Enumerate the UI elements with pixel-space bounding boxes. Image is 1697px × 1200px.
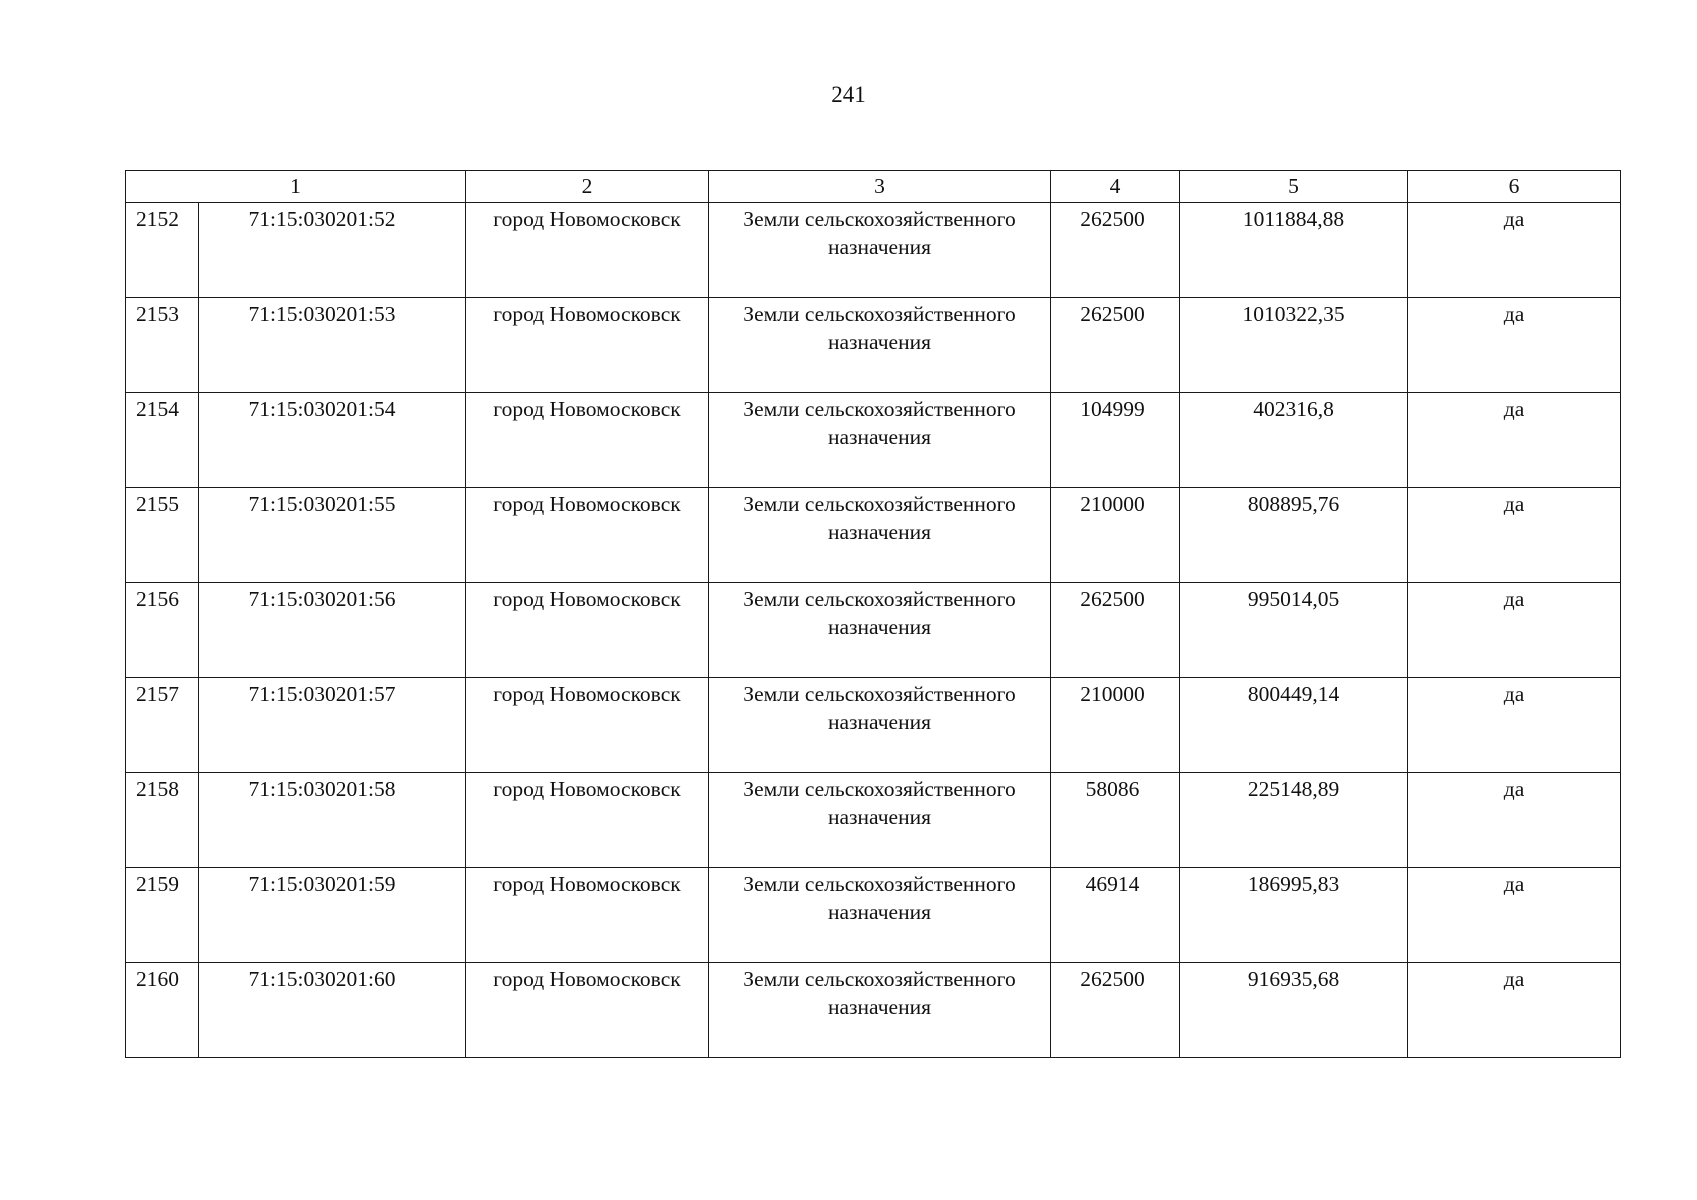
cadastral-number-cell: 71:15:030201:60 <box>199 963 466 1058</box>
table-row <box>126 393 1621 488</box>
table-row <box>126 583 1621 678</box>
header-cell: 2 <box>466 171 709 203</box>
cadastral-number-cell: 71:15:030201:57 <box>199 678 466 773</box>
flag-cell: да <box>1408 488 1621 583</box>
header-cell: 1 <box>126 171 466 203</box>
table-row <box>126 963 1621 1058</box>
row-number-cell: 2152 <box>126 203 199 298</box>
table-row <box>126 678 1621 773</box>
cadastral-number-cell: 71:15:030201:58 <box>199 773 466 868</box>
cadastral-number-cell: 71:15:030201:55 <box>199 488 466 583</box>
location-cell: город Новомосковск <box>466 868 709 963</box>
flag-cell: да <box>1408 393 1621 488</box>
cadastral-number-cell: 71:15:030201:56 <box>199 583 466 678</box>
row-number-cell: 2160 <box>126 963 199 1058</box>
land-category-cell: Земли сельскохозяйственного назначения <box>709 678 1051 773</box>
land-category-cell: Земли сельскохозяйственного назначения <box>709 963 1051 1058</box>
flag-cell: да <box>1408 773 1621 868</box>
header-cell: 4 <box>1051 171 1180 203</box>
cadastral-number-cell: 71:15:030201:52 <box>199 203 466 298</box>
location-cell: город Новомосковск <box>466 203 709 298</box>
land-category-cell: Земли сельскохозяйственного назначения <box>709 298 1051 393</box>
area-cell: 262500 <box>1051 298 1180 393</box>
flag-cell: да <box>1408 298 1621 393</box>
area-cell: 262500 <box>1051 203 1180 298</box>
cadastral-number-cell: 71:15:030201:59 <box>199 868 466 963</box>
cadastral-value-cell: 225148,89 <box>1180 773 1408 868</box>
flag-cell: да <box>1408 583 1621 678</box>
table-row <box>126 298 1621 393</box>
row-number-cell: 2157 <box>126 678 199 773</box>
cadastral-value-cell: 186995,83 <box>1180 868 1408 963</box>
flag-cell: да <box>1408 868 1621 963</box>
land-category-cell: Земли сельскохозяйственного назначения <box>709 773 1051 868</box>
land-plots-table <box>125 170 1621 1058</box>
row-number-cell: 2156 <box>126 583 199 678</box>
header-cell: 6 <box>1408 171 1621 203</box>
cadastral-value-cell: 916935,68 <box>1180 963 1408 1058</box>
header-cell: 5 <box>1180 171 1408 203</box>
location-cell: город Новомосковск <box>466 773 709 868</box>
header-cell: 3 <box>709 171 1051 203</box>
area-cell: 210000 <box>1051 488 1180 583</box>
land-category-cell: Земли сельскохозяйственного назначения <box>709 393 1051 488</box>
land-category-cell: Земли сельскохозяйственного назначения <box>709 868 1051 963</box>
cadastral-value-cell: 808895,76 <box>1180 488 1408 583</box>
location-cell: город Новомосковск <box>466 298 709 393</box>
header-row <box>126 171 1621 203</box>
cadastral-number-cell: 71:15:030201:53 <box>199 298 466 393</box>
land-category-cell: Земли сельскохозяйственного назначения <box>709 203 1051 298</box>
flag-cell: да <box>1408 678 1621 773</box>
row-number-cell: 2155 <box>126 488 199 583</box>
area-cell: 210000 <box>1051 678 1180 773</box>
cadastral-value-cell: 1011884,88 <box>1180 203 1408 298</box>
table-row <box>126 868 1621 963</box>
cadastral-value-cell: 995014,05 <box>1180 583 1408 678</box>
row-number-cell: 2158 <box>126 773 199 868</box>
location-cell: город Новомосковск <box>466 488 709 583</box>
area-cell: 46914 <box>1051 868 1180 963</box>
table-row <box>126 203 1621 298</box>
location-cell: город Новомосковск <box>466 678 709 773</box>
area-cell: 262500 <box>1051 963 1180 1058</box>
land-category-cell: Земли сельскохозяйственного назначения <box>709 583 1051 678</box>
location-cell: город Новомосковск <box>466 963 709 1058</box>
area-cell: 58086 <box>1051 773 1180 868</box>
cadastral-value-cell: 800449,14 <box>1180 678 1408 773</box>
row-number-cell: 2154 <box>126 393 199 488</box>
cadastral-number-cell: 71:15:030201:54 <box>199 393 466 488</box>
location-cell: город Новомосковск <box>466 583 709 678</box>
area-cell: 104999 <box>1051 393 1180 488</box>
row-number-cell: 2153 <box>126 298 199 393</box>
area-cell: 262500 <box>1051 583 1180 678</box>
land-category-cell: Земли сельскохозяйственного назначения <box>709 488 1051 583</box>
location-cell: город Новомосковск <box>466 393 709 488</box>
cadastral-value-cell: 402316,8 <box>1180 393 1408 488</box>
row-number-cell: 2159 <box>126 868 199 963</box>
page-number: 241 <box>831 82 866 107</box>
table-row <box>126 488 1621 583</box>
table-row <box>126 773 1621 868</box>
flag-cell: да <box>1408 203 1621 298</box>
cadastral-value-cell: 1010322,35 <box>1180 298 1408 393</box>
flag-cell: да <box>1408 963 1621 1058</box>
